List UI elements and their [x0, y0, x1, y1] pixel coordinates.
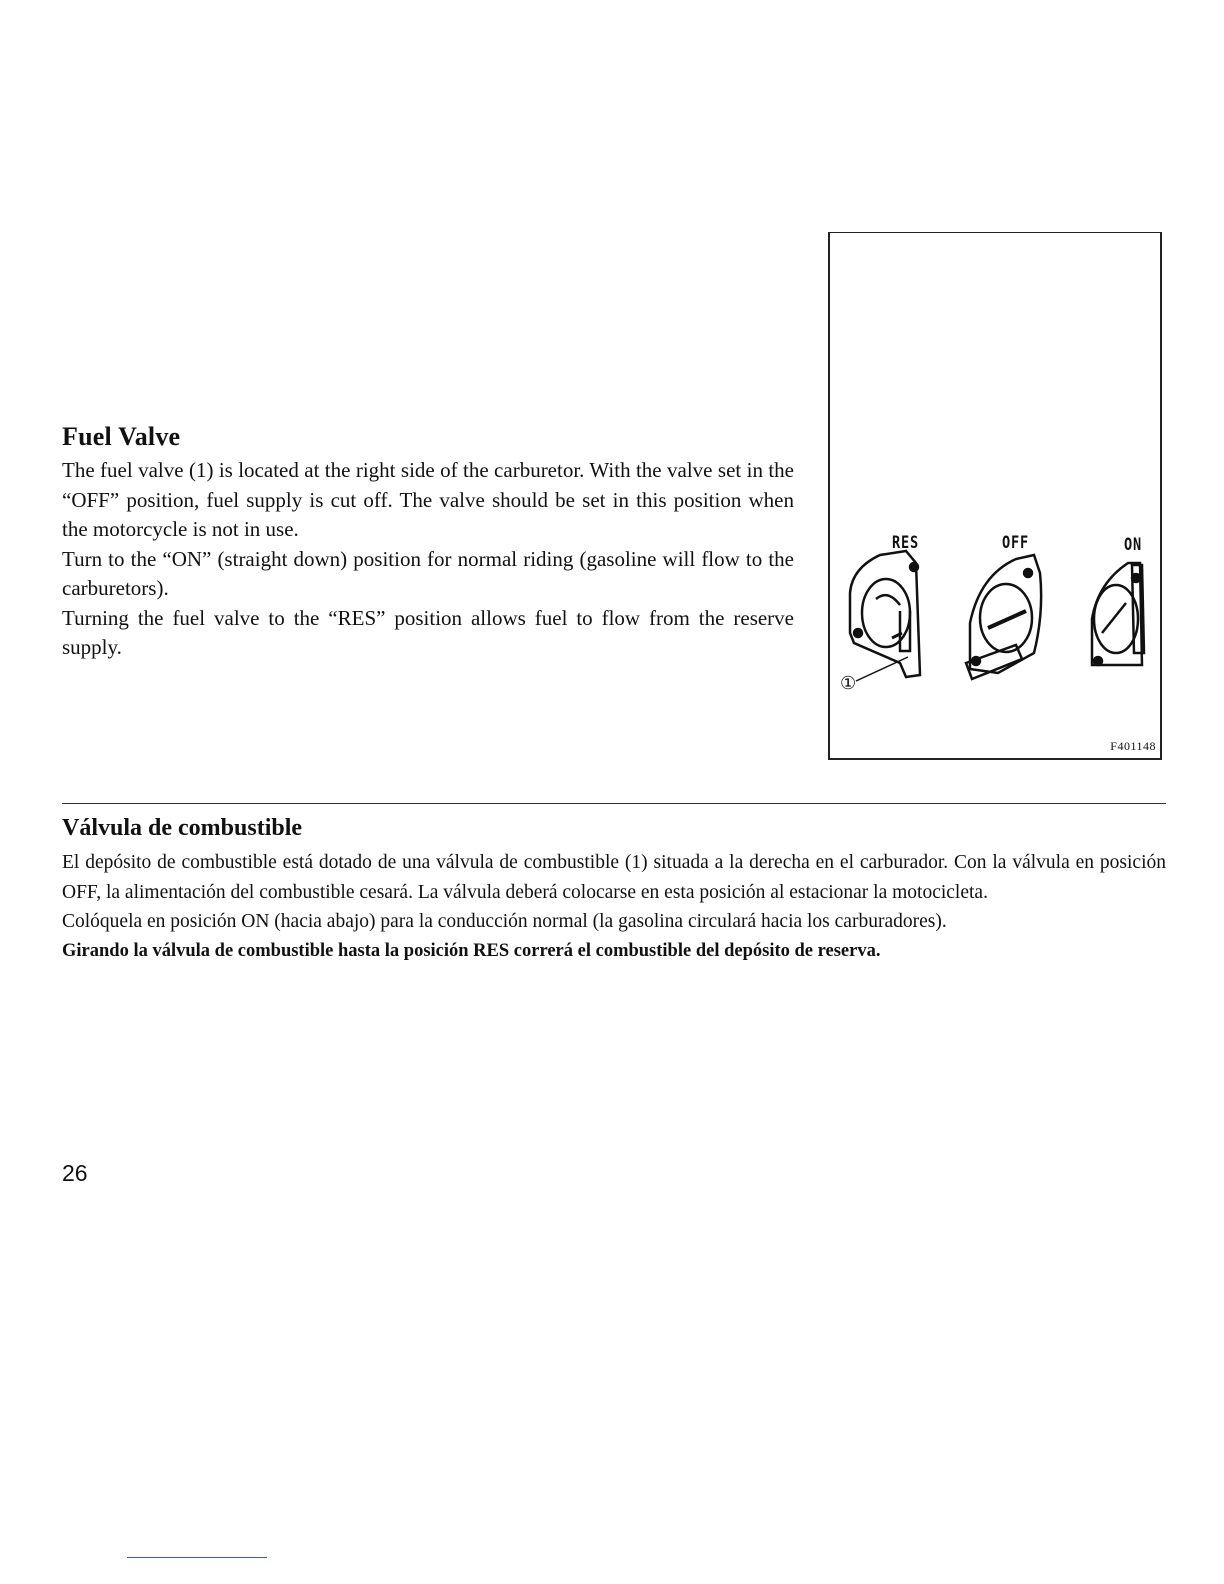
- callout-number: ①: [840, 673, 857, 693]
- section-title-english: Fuel Valve: [62, 422, 181, 451]
- page-number: 26: [62, 1160, 88, 1186]
- figure-code: F401148: [1110, 739, 1156, 753]
- spanish-paragraph-1: El depósito de combustible está dotado de una válvula de combustible (1) situada a la derecha en el carburador. Con la válvula en posición OFF, la alimentación del combustible cesará. La válvula deberá colocarse en esta posición al estacionar la motocicleta.: [62, 852, 1166, 903]
- valve-on-icon: [1092, 563, 1144, 665]
- valve-off-icon: [966, 555, 1041, 679]
- english-paragraph-3: Turning the fuel valve to the “RES” position allows fuel to flow from the reserve supply.: [62, 605, 794, 659]
- spanish-paragraph-2: Colóquela en posición ON (hacia abajo) para la conducción normal (la gasolina circulará hacia los carburadores).: [62, 911, 947, 932]
- label-res: RES: [892, 533, 919, 553]
- spanish-bold-paragraph: Girando la válvula de combustible hasta la posición RES correrá el combustible del depósito de reserva.: [62, 940, 881, 961]
- section-title-spanish: Válvula de combustible: [62, 815, 303, 841]
- english-section: [62, 422, 794, 663]
- english-paragraph-2: Turn to the “ON” (straight down) position for normal riding (gasoline will flow to the carburetors).: [62, 546, 794, 600]
- fuel-valve-illustration: [830, 233, 1162, 759]
- section-divider: [62, 803, 1166, 804]
- footer-underline: [127, 1557, 267, 1558]
- label-on: ON: [1124, 535, 1142, 555]
- callout-leader-line: [856, 657, 908, 681]
- spanish-section: [62, 815, 1166, 966]
- valve-res-icon: [850, 551, 920, 677]
- fuel-valve-figure: [828, 232, 1162, 760]
- label-off: OFF: [1002, 533, 1029, 553]
- english-paragraph-1: The fuel valve (1) is located at the right side of the carburetor. With the valve set in the “OFF” position, fuel supply is cut off. The valve should be set in this position when the motorcycle is not in use.: [62, 458, 794, 541]
